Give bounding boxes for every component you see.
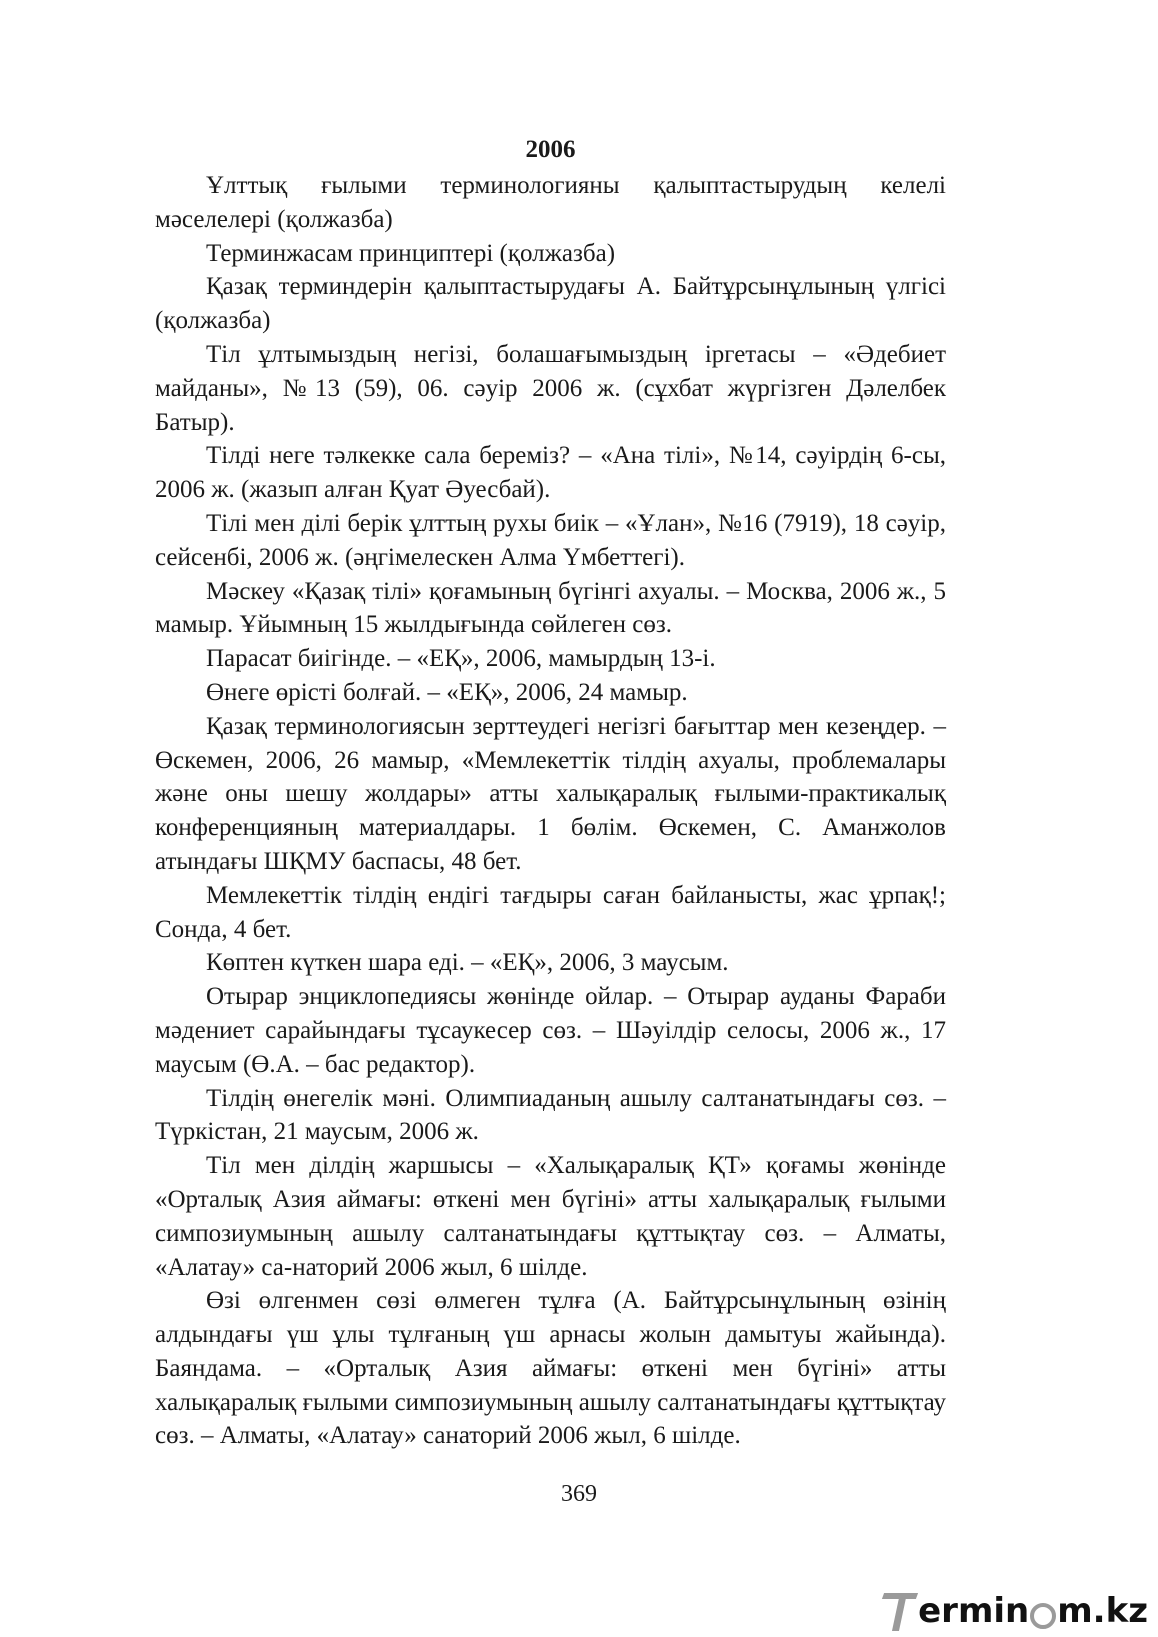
watermark-text-part1: ermin — [918, 1591, 1030, 1631]
watermark-o-ring-icon — [1030, 1603, 1056, 1629]
bibliography-entry: Отырар энциклопедиясы жөнінде ойлар. – Отырар ауданы Фараби мәдениет сарайындағы тұсаукесер сөз. – Шәуілдір селосы, 2006 ж., 17 маусым (Ө.А. – бас редактор). — [155, 983, 946, 1078]
watermark-text-part2: m.kz — [1057, 1591, 1148, 1631]
document-page — [155, 132, 946, 1453]
bibliography-entry: Мемлекеттік тілдің ендігі тағдыры саған байланысты, жас ұрпақ!; Сонда, 4 бет. — [155, 881, 946, 943]
bibliography-entry: Өзі өлгенмен сөзі өлмеген тұлға (А. Байтұрсынұлының өзінің алдындағы үш ұлы тұлғаның үш арнасы жолын дамытуы жайында). Баяндама. – «Орталық Азия аймағы: өткені мен бүгіні» атты халықаралық ғылыми симпозиумының ашылу салтанатындағы құттықтау сөз. – Алматы, «Алатау» санаторий 2006 жыл, 6 шілде. — [155, 1287, 946, 1450]
bibliography-entry: Ұлттық ғылыми терминологияны қалыптастырудың келелі мәселелері (қолжазба) — [155, 172, 946, 233]
bibliography-entry: Терминжасам принциптері (қолжазба) — [206, 239, 616, 267]
bibliography-entry: Көптен күткен шара еді. – «ЕҚ», 2006, 3 маусым. — [206, 949, 729, 977]
bibliography-entry: Қазақ терминологиясын зерттеудегі негізгі бағыттар мен кезеңдер. – Өскемен, 2006, 26 мамыр, «Мемлекеттік тілдің ахуалы, проблемалары және оны шешу жолдары» атты халықаралық ғылыми-практикалық конференцияның материалдары. 1 бөлім. Өскемен, С. Аманжолов атындағы ШҚМУ баспасы, 48 бет. — [155, 712, 946, 875]
termincom-logo-icon — [883, 1591, 917, 1631]
bibliography-entry: Мәскеу «Қазақ тілі» қоғамының бүгінгі ахуалы. – Москва, 2006 ж., 5 мамыр. Ұйымның 15 жылдығында сөйлеген сөз. — [155, 577, 946, 639]
bibliography-entry: Өнеге өрісті болғай. – «ЕҚ», 2006, 24 мамыр. — [206, 678, 688, 706]
section-year-heading: 2006 — [525, 136, 576, 163]
bibliography-entry: Тілдің өнегелік мәні. Олимпиаданың ашылу салтанатындағы сөз. – Түркістан, 21 маусым, 2006 ж. — [155, 1084, 946, 1146]
bibliography-entry: Тіл мен ділдің жаршысы – «Халықаралық ҚТ» қоғамы жөнінде «Орталық Азия аймағы: өткені мен бүгіні» атты халықаралық ғылыми симпозиумының ашылу салтанатындағы құттықтау сөз. – Алматы, «Алатау» са-наторий 2006 жыл, 6 шілде. — [155, 1152, 946, 1281]
bibliography-entry: Тілі мен ділі берік ұлттың рухы биік – «Ұлан», №16 (7919), 18 сәуір, сейсенбі, 2006 ж. (әңгімелескен Алма Үмбеттегі). — [155, 509, 946, 571]
bibliography-entry: Парасат биігінде. – «ЕҚ», 2006, мамырдың 13-і. — [206, 645, 716, 673]
page-number: 369 — [561, 1481, 597, 1507]
bibliography-entry: Тілді неге тәлкекке сала береміз? – «Ана тілі», №14, сәуірдің 6-сы, 2006 ж. (жазып алған Қуат Әуесбай). — [155, 442, 946, 504]
bibliography-entry: Тіл ұлтымыздың негізі, болашағымыздың іргетасы – «Әдебиет майданы», №13 (59), 06. сәуір 2006 ж. (сұхбат жүргізген Дәлелбек Батыр). — [155, 340, 946, 436]
bibliography-entry: Қазақ терминдерін қалыптастырудағы А. Байтұрсынұлының үлгісі (қолжазба) — [155, 273, 946, 335]
termincom-watermark — [883, 1583, 1148, 1631]
